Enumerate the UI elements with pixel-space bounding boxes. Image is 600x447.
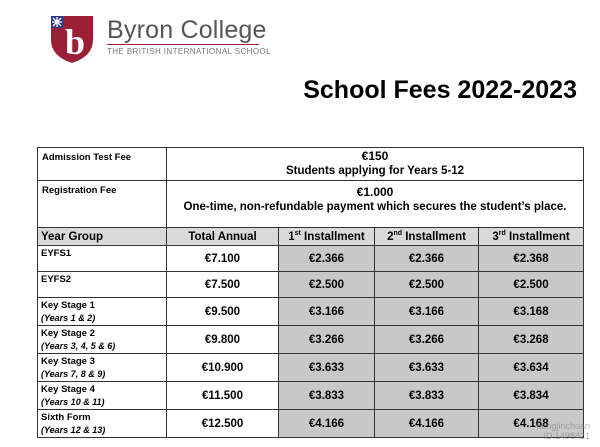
installment-1-cell: €3.166: [279, 298, 375, 326]
installment-1-cell: €2.500: [279, 272, 375, 298]
year-group-years: (Years 3, 4, 5 & 6): [41, 341, 116, 351]
header-year-group: Year Group: [38, 228, 167, 246]
installment-2-cell: €3.833: [375, 382, 479, 410]
registration-fee-label: Registration Fee: [38, 181, 167, 228]
admission-fee-row: [38, 148, 584, 181]
installment-2-cell: €4.166: [375, 410, 479, 438]
year-group-name: EYFS1: [41, 248, 72, 259]
installment-3-cell: €4.168: [479, 410, 584, 438]
school-logo: [47, 14, 269, 64]
watermark-line-1: hongjinchuan: [536, 421, 590, 431]
total-annual-cell: €9.800: [167, 326, 279, 354]
admission-fee-note: Students applying for Years 5-12: [285, 165, 465, 177]
installment-2-cell: €2.500: [375, 272, 479, 298]
registration-fee-row: [38, 181, 584, 228]
installment-1-cell: €2.366: [279, 246, 375, 272]
header-installment-3: 3rd Installment: [479, 228, 584, 246]
installment-1-cell: €3.633: [279, 354, 375, 382]
total-annual-cell: €10.900: [167, 354, 279, 382]
header-total-annual: Total Annual: [167, 228, 279, 246]
installment-1-cell: €3.266: [279, 326, 375, 354]
total-annual-cell: €7.500: [167, 272, 279, 298]
installment-2-cell: €3.633: [375, 354, 479, 382]
shield-logo-icon: [47, 14, 97, 64]
admission-fee-label: Admission Test Fee: [38, 148, 167, 181]
fee-rows: [38, 246, 584, 438]
installment-3-cell: €3.834: [479, 382, 584, 410]
table-row: [38, 382, 584, 410]
year-group-years: (Years 10 & 11): [41, 397, 105, 407]
year-group-cell: [38, 298, 167, 326]
registration-fee-note: One-time, non-refundable payment which secures the student’s place.: [183, 201, 567, 213]
table-row: [38, 272, 584, 298]
installment-2-cell: €3.266: [375, 326, 479, 354]
total-annual-cell: €11.500: [167, 382, 279, 410]
table-row: [38, 298, 584, 326]
installment-3-cell: €3.168: [479, 298, 584, 326]
admission-fee-cell: [167, 148, 584, 181]
year-group-name: Key Stage 3: [41, 356, 95, 367]
watermark: [536, 421, 590, 441]
fees-table: [37, 147, 584, 438]
header-installment-2: 2nd Installment: [375, 228, 479, 246]
table-row: [38, 354, 584, 382]
year-group-cell: [38, 410, 167, 438]
year-group-cell: [38, 382, 167, 410]
year-group-cell: [38, 246, 167, 272]
year-group-name: Key Stage 1: [41, 300, 95, 311]
year-group-name: EYFS2: [41, 274, 72, 285]
installment-2-cell: €2.366: [375, 246, 479, 272]
installment-3-cell: €2.368: [479, 246, 584, 272]
installment-1-cell: €4.166: [279, 410, 375, 438]
registration-fee-amount: €1.000: [356, 185, 394, 199]
total-annual-cell: €9.500: [167, 298, 279, 326]
year-group-name: Key Stage 2: [41, 328, 95, 339]
year-group-name: Key Stage 4: [41, 384, 95, 395]
brand-divider: [107, 44, 259, 45]
year-group-cell: [38, 272, 167, 298]
table-row: [38, 326, 584, 354]
admission-fee-amount: €150: [361, 149, 389, 163]
year-group-name: Sixth Form: [41, 412, 91, 423]
installment-3-cell: €3.634: [479, 354, 584, 382]
header-installment-1: 1st Installment: [279, 228, 375, 246]
table-row: [38, 410, 584, 438]
installment-2-cell: €3.166: [375, 298, 479, 326]
watermark-line-2: ID:1498421: [543, 431, 590, 441]
installment-3-cell: €2.500: [479, 272, 584, 298]
brand-tagline: THE BRITISH INTERNATIONAL SCHOOL: [107, 47, 271, 56]
page-title: School Fees 2022-2023: [303, 76, 577, 104]
year-group-years: (Years 7, 8 & 9): [41, 369, 106, 379]
registration-fee-cell: [167, 181, 584, 228]
logo-letter: b: [64, 22, 86, 62]
year-group-years: (Years 12 & 13): [41, 425, 106, 435]
table-row: [38, 246, 584, 272]
installment-1-cell: €3.833: [279, 382, 375, 410]
year-group-years: (Years 1 & 2): [41, 313, 96, 323]
installment-3-cell: €3.268: [479, 326, 584, 354]
brand-name: Byron College: [107, 16, 267, 44]
total-annual-cell: €7.100: [167, 246, 279, 272]
table-header-row: [38, 228, 584, 246]
year-group-cell: [38, 326, 167, 354]
year-group-cell: [38, 354, 167, 382]
total-annual-cell: €12.500: [167, 410, 279, 438]
